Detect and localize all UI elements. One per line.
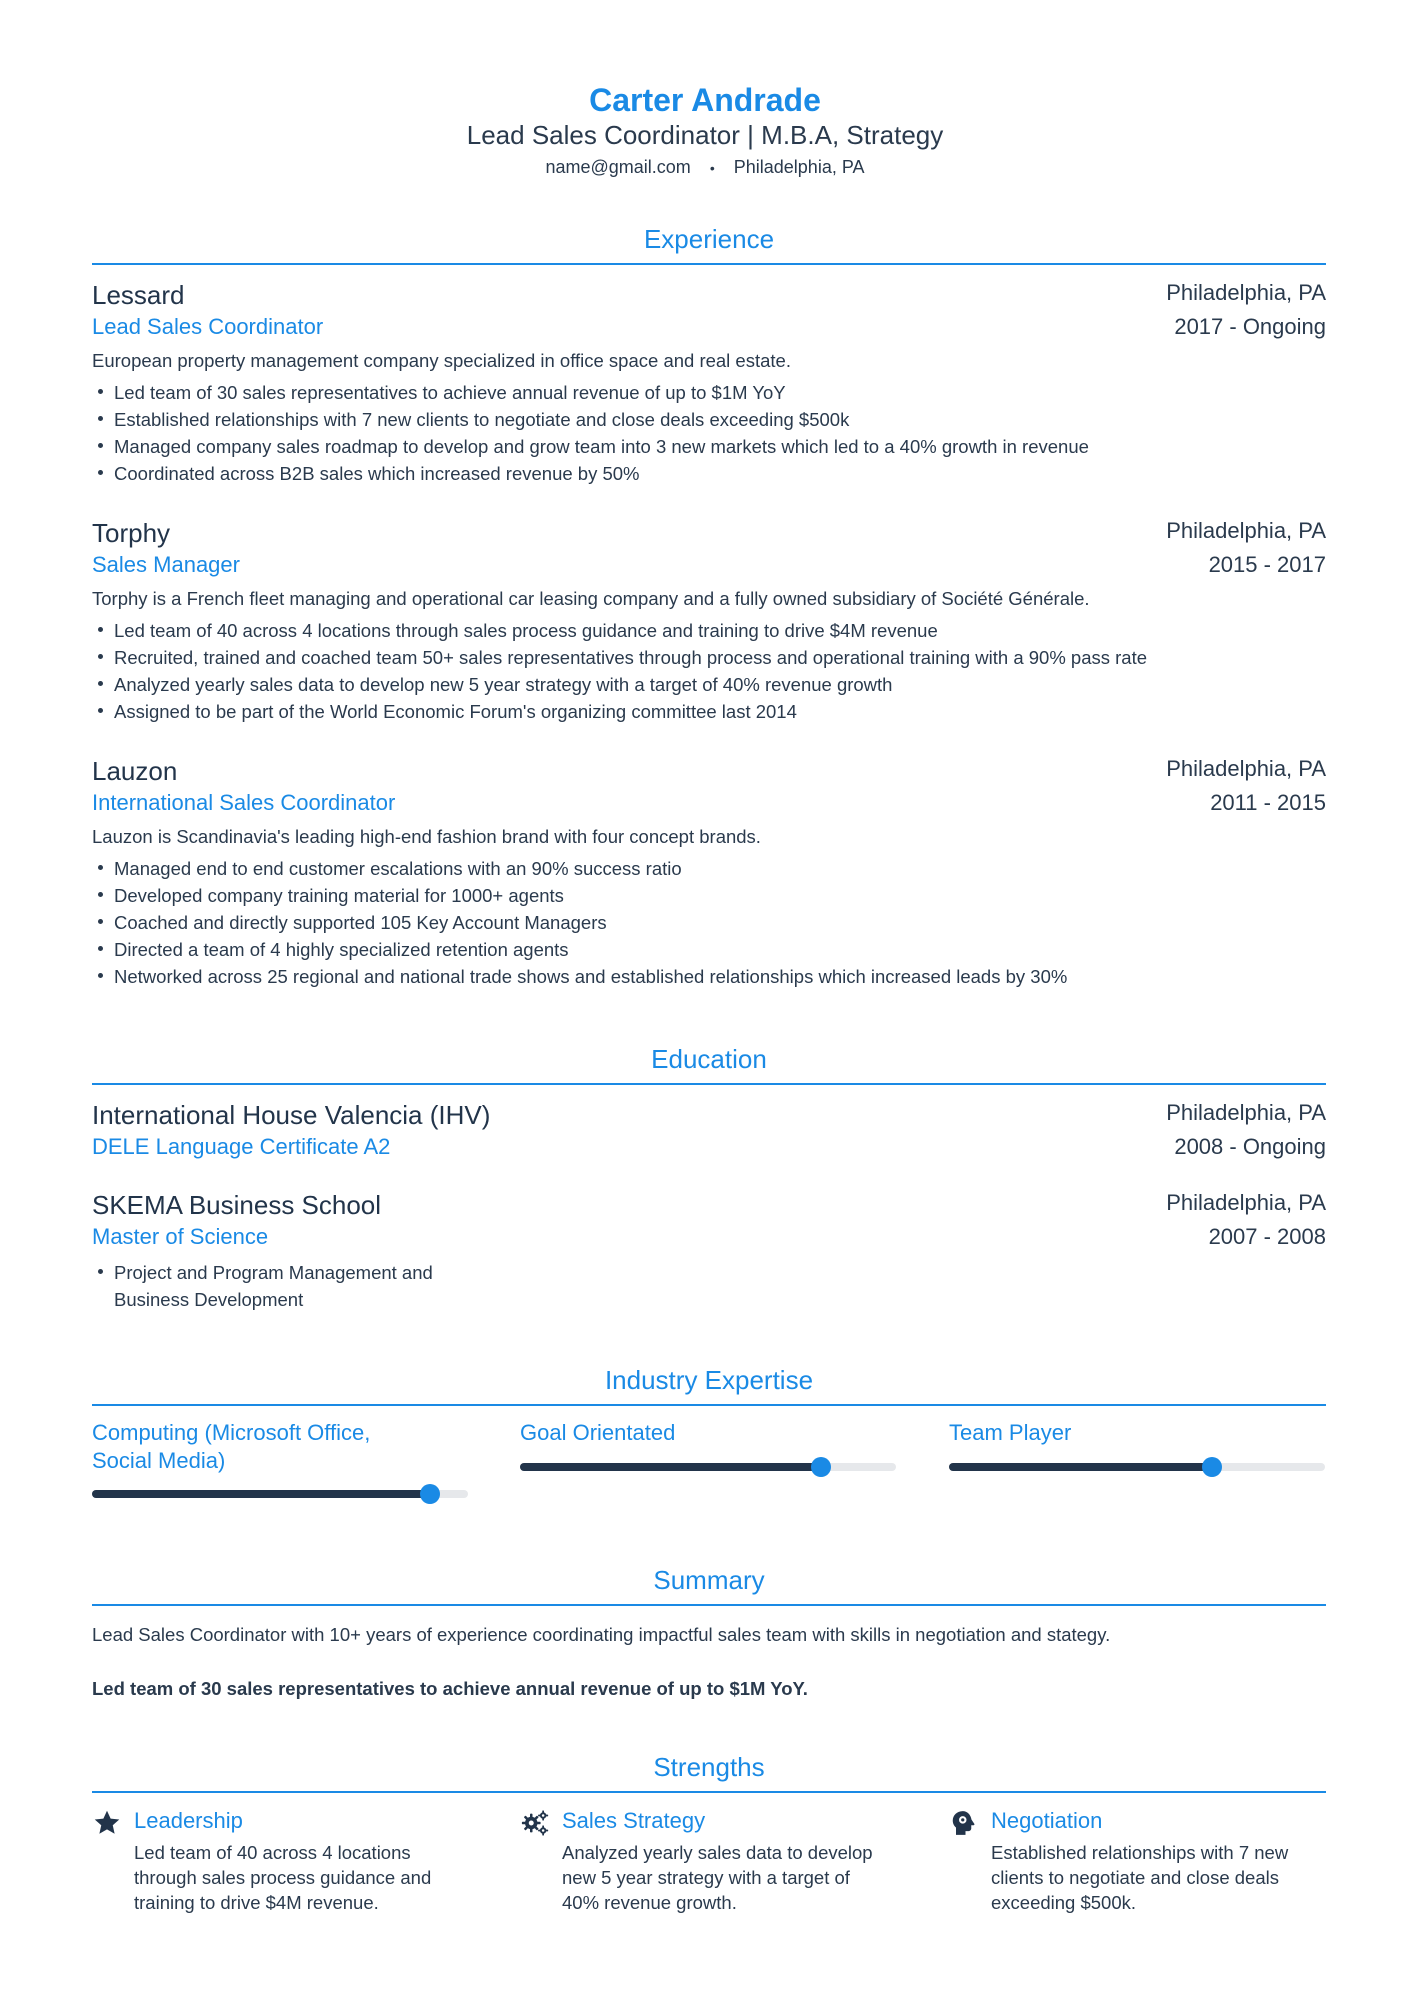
strength-title: Leadership <box>134 1808 243 1833</box>
section-title-expertise: Industry Expertise <box>604 1365 814 1395</box>
education-note-item: Project and Program Management and Business Development <box>92 1259 474 1313</box>
entry-dates: 2008 - Ongoing <box>1174 1134 1326 1159</box>
contact-line <box>0 155 1410 180</box>
head-gear-icon <box>949 1808 979 1838</box>
company-name: Lessard <box>92 280 185 310</box>
company-name: Lauzon <box>92 756 178 786</box>
summary-highlight: Led team of 30 sales representatives to achieve annual revenue of up to $1M YoY. <box>92 1678 808 1699</box>
achievement-list <box>92 855 1067 990</box>
skill-name: Goal Orientated <box>520 1420 676 1445</box>
job-title: International Sales Coordinator <box>92 790 396 815</box>
entry-location: Philadelphia, PA <box>1166 1190 1326 1215</box>
company-description: European property management company specialized in office space and real estate. <box>92 350 791 371</box>
section-title-strengths: Strengths <box>653 1752 765 1782</box>
achievement-item: Analyzed yearly sales data to develop new 5 year strategy with a target of 40% revenue growth <box>92 671 1147 698</box>
achievement-item: Managed end to end customer escalations with an 90% success ratio <box>92 855 1067 882</box>
strength-description: Analyzed yearly sales data to develop new 5 year strategy with a target of 40% revenue growth. <box>562 1842 873 1913</box>
summary-text: Lead Sales Coordinator with 10+ years of experience coordinating impactful sales team with skills in negotiation and stategy. <box>92 1624 1111 1645</box>
company-name: Torphy <box>92 518 171 548</box>
achievement-item: Led team of 30 sales representatives to achieve annual revenue of up to $1M YoY <box>92 379 1089 406</box>
skill-item <box>92 1419 468 1475</box>
achievement-item: Established relationships with 7 new clients to negotiate and close deals exceeding $500k <box>92 406 1089 433</box>
job-title: Lead Sales Coordinator <box>92 314 324 339</box>
degree-name: DELE Language Certificate A2 <box>92 1134 391 1159</box>
gears-icon <box>520 1808 550 1838</box>
degree-name: Master of Science <box>92 1224 269 1249</box>
email-link[interactable]: name@gmail.com <box>545 157 691 177</box>
company-description: Torphy is a French fleet managing and operational car leasing company and a fully owned subsidiary of Société Générale. <box>92 588 1090 609</box>
section-divider <box>92 1404 1326 1406</box>
section-divider <box>92 1604 1326 1606</box>
entry-location: Philadelphia, PA <box>1166 756 1326 781</box>
skill-level-bar <box>92 1490 468 1498</box>
entry-dates: 2017 - Ongoing <box>1174 314 1326 339</box>
skill-item <box>520 1419 896 1447</box>
star-icon <box>92 1808 122 1838</box>
school-name: International House Valencia (IHV) <box>92 1100 491 1130</box>
skill-level-fill <box>520 1463 821 1471</box>
entry-dates: 2007 - 2008 <box>1208 1224 1326 1249</box>
section-divider <box>92 1083 1326 1085</box>
achievement-item: Managed company sales roadmap to develop and grow team into 3 new markets which led to a 40% growth in revenue <box>92 433 1089 460</box>
achievement-list <box>92 379 1089 487</box>
skill-name: Computing (Microsoft Office, Social Media) <box>92 1420 371 1473</box>
skill-level-marker <box>811 1457 831 1477</box>
achievement-item: Coached and directly supported 105 Key Account Managers <box>92 909 1067 936</box>
skill-level-fill <box>949 1463 1212 1471</box>
headline-separator: | <box>747 120 754 150</box>
skill-level-bar <box>520 1463 896 1471</box>
strength-title: Negotiation <box>991 1808 1103 1833</box>
skill-level-marker <box>420 1484 440 1504</box>
skill-level-bar <box>949 1463 1325 1471</box>
section-title-summary: Summary <box>653 1565 765 1595</box>
contact-separator: • <box>709 160 715 177</box>
section-divider <box>92 263 1326 265</box>
achievement-item: Recruited, trained and coached team 50+ sales representatives through process and operational training with a 90% pass rate <box>92 644 1147 671</box>
skill-level-fill <box>92 1490 430 1498</box>
skill-name: Team Player <box>949 1420 1072 1445</box>
skill-level-marker <box>1202 1457 1222 1477</box>
achievement-item: Networked across 25 regional and national trade shows and established relationships which increased leads by 30% <box>92 963 1067 990</box>
section-divider <box>92 1791 1326 1793</box>
entry-location: Philadelphia, PA <box>1166 518 1326 543</box>
contact-location: Philadelphia, PA <box>733 157 865 177</box>
school-name: SKEMA Business School <box>92 1190 382 1220</box>
achievement-item: Led team of 40 across 4 locations through sales process guidance and training to drive $4M revenue <box>92 617 1147 644</box>
achievement-list <box>92 617 1147 725</box>
entry-location: Philadelphia, PA <box>1166 280 1326 305</box>
achievement-item: Coordinated across B2B sales which increased revenue by 50% <box>92 460 1089 487</box>
candidate-name: Carter Andrade <box>589 82 821 118</box>
headline-degree: M.B.A, Strategy <box>761 120 944 150</box>
achievement-item: Developed company training material for 1000+ agents <box>92 882 1067 909</box>
headline <box>0 118 1410 152</box>
strength-description: Led team of 40 across 4 locations through sales process guidance and training to drive $4M revenue. <box>134 1842 432 1913</box>
skill-item <box>949 1419 1325 1447</box>
entry-dates: 2011 - 2015 <box>1210 790 1326 815</box>
section-title-education: Education <box>651 1044 767 1074</box>
achievement-item: Assigned to be part of the World Economic Forum's organizing committee last 2014 <box>92 698 1147 725</box>
entry-location: Philadelphia, PA <box>1166 1100 1326 1125</box>
headline-title: Lead Sales Coordinator <box>466 120 740 150</box>
job-title: Sales Manager <box>92 552 240 577</box>
entry-dates: 2015 - 2017 <box>1208 552 1326 577</box>
strength-title: Sales Strategy <box>562 1808 706 1833</box>
section-title-experience: Experience <box>643 224 775 254</box>
education-notes <box>92 1259 474 1313</box>
company-description: Lauzon is Scandinavia's leading high-end fashion brand with four concept brands. <box>92 826 761 847</box>
achievement-item: Directed a team of 4 highly specialized retention agents <box>92 936 1067 963</box>
strength-description: Established relationships with 7 new clients to negotiate and close deals exceeding $500k. <box>991 1842 1289 1913</box>
